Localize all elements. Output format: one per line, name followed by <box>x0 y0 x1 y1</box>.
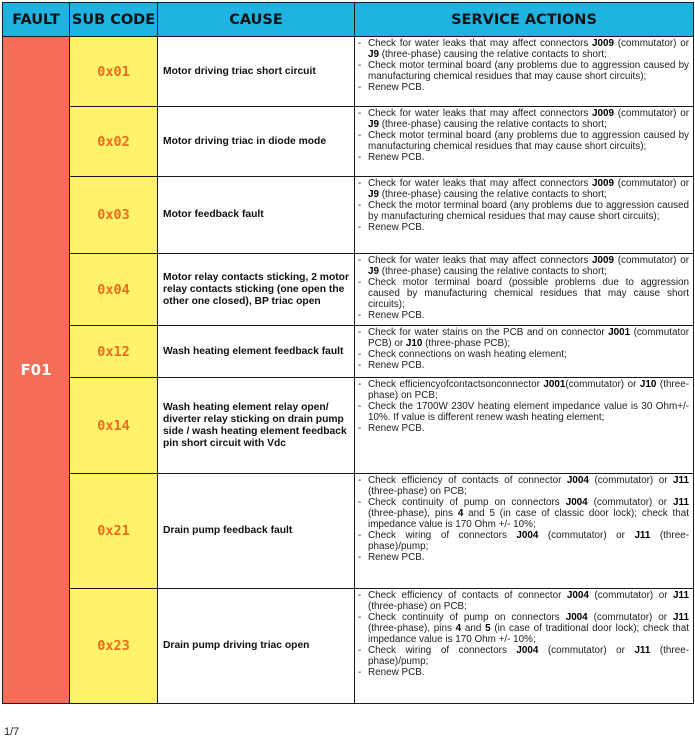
action-text: (three-phase), pins <box>368 508 458 519</box>
action-item <box>358 645 689 667</box>
action-text: Check for water stains on the PCB and on connector <box>368 327 609 338</box>
sub-code-cell: 0x12 <box>70 326 158 378</box>
cause-cell: Motor driving triac short circuit <box>158 37 355 107</box>
action-ref: J001 <box>608 327 631 338</box>
action-text: (commutator) or <box>587 497 674 508</box>
action-text: Check for water leaks that may affect connectors <box>368 38 593 49</box>
action-item <box>358 612 689 645</box>
service-actions-cell <box>355 378 694 474</box>
action-text: Renew PCB. <box>368 82 425 93</box>
header-service-actions: SERVICE ACTIONS <box>355 3 694 37</box>
table-header <box>3 3 694 37</box>
header-cause: CAUSE <box>158 3 355 37</box>
action-text: (three-phase)/pump; <box>368 530 689 552</box>
action-item <box>358 349 689 360</box>
service-actions-cell <box>355 326 694 378</box>
action-text: Check motor terminal board (possible problems due to aggression caused by manufacturing chemical residues that may cause short circuits); <box>368 277 689 310</box>
cause-cell: Motor feedback fault <box>158 177 355 254</box>
action-text: Check for water leaks that may affect connectors <box>368 178 593 189</box>
page-number: 1/7 <box>4 726 20 738</box>
action-item <box>358 310 689 321</box>
table-row <box>3 254 694 326</box>
action-item <box>358 530 689 552</box>
action-text: (three-phase) on PCB; <box>368 486 467 497</box>
action-text: Renew PCB. <box>368 552 425 563</box>
action-text: Check efficiency of contacts of connector <box>368 475 567 486</box>
action-item <box>358 108 689 130</box>
table-row <box>3 107 694 177</box>
action-text: (commutator) or <box>588 475 674 486</box>
action-ref: 5 <box>485 623 491 634</box>
action-item <box>358 255 689 277</box>
action-ref: J004 <box>565 497 588 508</box>
action-text: Check the 1700W 230V heating element impedance value is 30 Ohm+/- 10%. If value is different renew wash heating element; <box>368 401 689 423</box>
action-ref: J009 <box>592 38 615 49</box>
action-text: (commutator) or <box>614 255 689 266</box>
cause-cell: Drain pump feedback fault <box>158 474 355 589</box>
action-text: Check the motor terminal board (any problems due to aggression caused by manufacturing chemical residues that may cause short circuits); <box>368 200 689 222</box>
action-ref: J9 <box>368 119 379 130</box>
action-text: (commutator) or <box>614 178 689 189</box>
header-fault: FAULT <box>3 3 70 37</box>
action-text: Renew PCB. <box>368 152 425 163</box>
action-text: Renew PCB. <box>368 360 425 371</box>
action-text: (commutator) or <box>565 379 640 390</box>
action-list <box>358 327 689 371</box>
action-item <box>358 475 689 497</box>
action-item <box>358 360 689 371</box>
action-text: and 5 (in case of classic door lock); check that impedance value is 170 Ohm +/- 10%; <box>368 508 689 530</box>
sub-code-cell: 0x23 <box>70 589 158 704</box>
sub-code-cell: 0x14 <box>70 378 158 474</box>
table-row <box>3 378 694 474</box>
action-ref: J11 <box>634 530 651 541</box>
action-item <box>358 423 689 434</box>
action-ref: J10 <box>639 379 657 390</box>
action-text: (three-phase) causing the relative contacts to short; <box>378 266 607 277</box>
action-item <box>358 667 689 678</box>
action-ref: J004 <box>516 530 539 541</box>
sub-code-cell: 0x01 <box>70 37 158 107</box>
table-row <box>3 177 694 254</box>
action-text: (commutator PCB) or <box>368 327 689 349</box>
action-item <box>358 60 689 82</box>
service-actions-cell <box>355 254 694 326</box>
action-text: Check motor terminal board (any problems due to aggression caused by manufacturing chemical residues that may cause short circuits); <box>368 130 689 152</box>
service-actions-cell <box>355 177 694 254</box>
action-text: Renew PCB. <box>368 667 425 678</box>
action-ref: J11 <box>634 645 651 656</box>
action-item <box>358 379 689 401</box>
action-text: Renew PCB. <box>368 423 425 434</box>
fault-table <box>2 2 694 704</box>
action-ref: J11 <box>673 497 689 508</box>
cause-cell: Wash heating element feedback fault <box>158 326 355 378</box>
action-ref: J004 <box>516 645 539 656</box>
action-list <box>358 255 689 321</box>
action-item <box>358 277 689 310</box>
header-sub-code: SUB CODE <box>70 3 158 37</box>
action-text: Check continuity of pump on connectors <box>368 612 566 623</box>
service-actions-cell <box>355 107 694 177</box>
action-text: Check connections on wash heating element; <box>368 349 567 360</box>
action-text: (three-phase) on PCB; <box>368 601 467 612</box>
action-ref: J009 <box>592 108 615 119</box>
sub-code-cell: 0x02 <box>70 107 158 177</box>
action-ref: 4 <box>457 508 464 519</box>
action-text: (commutator) or <box>538 530 635 541</box>
sub-code-cell: 0x04 <box>70 254 158 326</box>
action-item <box>358 552 689 563</box>
action-ref: J9 <box>368 49 379 60</box>
action-item <box>358 200 689 222</box>
action-ref: J11 <box>673 590 689 601</box>
action-ref: J11 <box>673 612 689 623</box>
service-actions-cell <box>355 474 694 589</box>
action-text: (commutator) or <box>587 612 674 623</box>
action-text: Check wiring of connectors <box>368 645 517 656</box>
action-ref: J004 <box>565 612 588 623</box>
action-item <box>358 497 689 530</box>
action-text: (three-phase) causing the relative contacts to short; <box>378 119 607 130</box>
action-item <box>358 222 689 233</box>
action-text: (three-phase)/pump; <box>368 645 689 667</box>
action-text: (three-phase PCB); <box>422 338 511 349</box>
table-row <box>3 37 694 107</box>
action-item <box>358 38 689 60</box>
action-ref: J004 <box>566 590 589 601</box>
action-item <box>358 152 689 163</box>
action-text: (three-phase) on PCB; <box>368 379 689 401</box>
action-text: Check for water leaks that may affect connectors <box>368 255 593 266</box>
sub-code-cell: 0x03 <box>70 177 158 254</box>
action-item <box>358 178 689 200</box>
action-text: Renew PCB. <box>368 310 425 321</box>
action-text: Check efficiencyofcontactsonconnector <box>368 379 544 390</box>
action-ref: J9 <box>368 189 379 200</box>
action-item <box>358 82 689 93</box>
action-text: (in case of traditional door lock); check that impedance value is 170 Ohm +/- 10%; <box>368 623 689 645</box>
action-text: Renew PCB. <box>368 222 425 233</box>
action-list <box>358 108 689 163</box>
action-text: Check for water leaks that may affect connectors <box>368 108 593 119</box>
fault-code-cell: F01 <box>3 37 70 704</box>
action-text: (commutator) or <box>614 38 689 49</box>
action-text: Check efficiency of contacts of connector <box>368 590 567 601</box>
action-list <box>358 590 689 678</box>
action-ref: J009 <box>592 178 615 189</box>
action-text: (commutator) or <box>538 645 635 656</box>
action-item <box>358 327 689 349</box>
action-ref: J001 <box>543 379 566 390</box>
service-actions-cell <box>355 589 694 704</box>
action-text: (three-phase), pins <box>368 623 456 634</box>
service-actions-cell <box>355 37 694 107</box>
action-list <box>358 475 689 563</box>
action-ref: J009 <box>592 255 615 266</box>
action-item <box>358 590 689 612</box>
header-row <box>3 3 694 37</box>
action-ref: J11 <box>673 475 689 486</box>
table-body <box>3 37 694 704</box>
action-text: Check wiring of connectors <box>368 530 517 541</box>
service-manual-page <box>2 2 693 704</box>
action-ref: J004 <box>566 475 589 486</box>
action-list <box>358 178 689 233</box>
table-row <box>3 326 694 378</box>
action-text: (three-phase) causing the relative contacts to short; <box>378 189 607 200</box>
action-ref: J10 <box>405 338 423 349</box>
action-list <box>358 379 689 434</box>
action-list <box>358 38 689 93</box>
action-text: and <box>461 623 486 634</box>
cause-cell: Motor driving triac in diode mode <box>158 107 355 177</box>
table-row <box>3 589 694 704</box>
table-row <box>3 474 694 589</box>
action-text: Check continuity of pump on connectors <box>368 497 566 508</box>
action-text: (commutator) or <box>614 108 689 119</box>
action-item <box>358 130 689 152</box>
action-ref: J9 <box>368 266 379 277</box>
cause-cell: Motor relay contacts sticking, 2 motor relay contacts sticking (one open the other one closed), BP triac open <box>158 254 355 326</box>
action-text: (three-phase) causing the relative contacts to short; <box>378 49 607 60</box>
action-text: Check motor terminal board (any problems due to aggression caused by manufacturing chemical residues that may cause short circuits); <box>368 60 689 82</box>
cause-cell: Drain pump driving triac open <box>158 589 355 704</box>
cause-cell: Wash heating element relay open/ diverter relay sticking on drain pump side / wash heating element feedback pin short circuit with Vdc <box>158 378 355 474</box>
action-item <box>358 401 689 423</box>
action-ref: 4 <box>455 623 462 634</box>
sub-code-cell: 0x21 <box>70 474 158 589</box>
action-text: (commutator) or <box>588 590 674 601</box>
